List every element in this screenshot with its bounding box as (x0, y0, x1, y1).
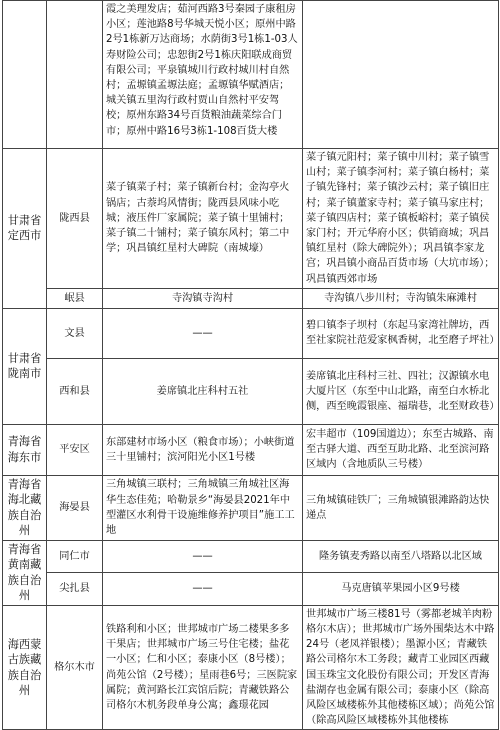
province-cell: 青海省海东市 (3, 424, 47, 475)
table-row (3, 540, 499, 573)
medium-risk-cell: 姜席镇北庄科村五社 (103, 358, 303, 424)
medium-risk-cell: 寺沟镇寺沟村 (103, 288, 303, 308)
province-cell: 青海省海北藏族自治州 (3, 475, 47, 540)
county-cell: 西和县 (47, 358, 103, 424)
area-list-table (2, 0, 499, 730)
medium-risk-cell: —— (103, 573, 303, 606)
county-cell: 陇西县 (47, 149, 103, 289)
county-cell: 平安区 (47, 424, 103, 475)
county-cell: 尖扎县 (47, 573, 103, 606)
province-cell: 甘肃省定西市 (3, 149, 47, 309)
low-risk-cell: 碧口镇李子坝村（东起马家湾社牌坊，西至社家院社范爱家枫香树，北至磨子坪社） (303, 308, 499, 358)
county-cell: 文县 (47, 308, 103, 358)
low-risk-cell: 三角城镇硅铁厂；三角城镇银滩路韵达快递点 (303, 475, 499, 540)
table-row (3, 1, 499, 149)
medium-risk-cell: 三角城镇三联村；三角城镇三角城社区海华生态佳苑；哈勒景乡“海晏县2021年中型灌区水利骨干设施维修养护项目”施工工地 (103, 475, 303, 540)
table-row (3, 475, 499, 540)
province-cell: 海西蒙古族藏族自治州 (3, 605, 47, 730)
province-cell: 甘肃省陇南市 (3, 308, 47, 424)
medium-risk-cell: 铁路利和小区；世邦城市广场二楼果多多干果店；世邦城市广场三号住宅楼；盐花一小区；仁和小区；泰康小区（8号楼）；尚苑公馆（2号楼）；星雨巷6号；三医院家属院；黄河路长江宾馆后院；青藏铁路公司格尔木机务段单身公寓；鑫璟花园 (103, 605, 303, 730)
county-cell: 同仁市 (47, 540, 103, 573)
county-cell: 岷县 (47, 288, 103, 308)
county-cell (47, 1, 103, 149)
province-cell (3, 1, 47, 149)
table-row (3, 149, 499, 289)
low-risk-cell: 菜子镇元阳村；菜子镇中川村；菜子镇雪山村；菜子镇李河村；菜子镇白杨村；菜子镇先锋村；菜子镇沙云村；菜子镇旧庄村；菜子镇董家寺村；菜子镇马家庄村；菜子镇四店村；菜子镇板峪村；菜子镇侯家门村；开元华府小区；供销商城；巩昌镇红星村（除大碑院外）；巩昌镇李家龙宫；巩昌镇小商品百货市场（大坑市场）；巩昌镇西郊市场 (303, 149, 499, 289)
county-cell: 海晏县 (47, 475, 103, 540)
table-row (3, 605, 499, 730)
low-risk-cell: 宏丰超市（109国道边）；东至古城路、南至古驿大道、西至互助北路、北至滨河路区域内（含地质队三号楼） (303, 424, 499, 475)
medium-risk-cell: 菜子镇菜子村；菜子镇新台村；金沟亭火锅店；古萘坞风情街；陇西县风味小吃城；液压件厂家属院；菜子镇十里铺村；菜子镇二十铺村；菜子镇东风村；第二中学；巩昌镇红星村大碑院（南城壕） (103, 149, 303, 289)
low-risk-cell (303, 1, 499, 149)
table-row (3, 424, 499, 475)
table-row (3, 573, 499, 606)
low-risk-cell: 寺沟镇八步川村；寺沟镇朱麻滩村 (303, 288, 499, 308)
table-row (3, 308, 499, 358)
table-row (3, 288, 499, 308)
low-risk-cell: 世邦城市广场三楼81号（雾都老城羊肉粉格尔木店）；世邦城市广场外围柴达木中路24号（老凤祥银楼）；墨源小区；青藏铁路公司格尔木工务段；藏青工业园区西藏国玉珠宝文化股份有限公司；开发区青海盐湖存也金属有限公司；泰康小区（除高风险区域楼栋外其他楼栋区域）；尚苑公馆（除高风险区域楼栋外其他楼栋 (303, 605, 499, 730)
county-cell: 格尔木市 (47, 605, 103, 730)
medium-risk-cell: 霞之美理发店；茹河西路3号秦园子康租房小区；莲池路8号华城天悦小区；原州中路2号1栋新万达商场；水荫街3号1栋1-03人寿财险公司；忠恕街2号1栋庆阳联成商贸有限公司；平泉镇城川行政村城川村自然村；孟塬镇孟塬法庭；孟塬镇华赋酒店；城关镇五里沟行政村贾山自然村平安驾校；原州东路34号百货粮油蔬菜综合门市；原州中路16号3栋1-108百货大楼 (103, 1, 303, 149)
medium-risk-cell: —— (103, 308, 303, 358)
medium-risk-cell: 东部建材市场小区（粮食市场）；小峡街道三十里铺村；滨河阳光小区1号楼 (103, 424, 303, 475)
table-row (3, 358, 499, 424)
province-cell: 青海省黄南藏族自治州 (3, 540, 47, 605)
low-risk-cell: 姜席镇北庄科村三社、四社；汉源镇水电大厦片区（东至中山北路，南至白水桥北侧，西至晚霞银座、福瑞巷，北至财政巷） (303, 358, 499, 424)
medium-risk-cell: —— (103, 540, 303, 573)
low-risk-cell: 隆务镇麦秀路以南至八塔路以北区域 (303, 540, 499, 573)
low-risk-cell: 马克唐镇苹果园小区9号楼 (303, 573, 499, 606)
